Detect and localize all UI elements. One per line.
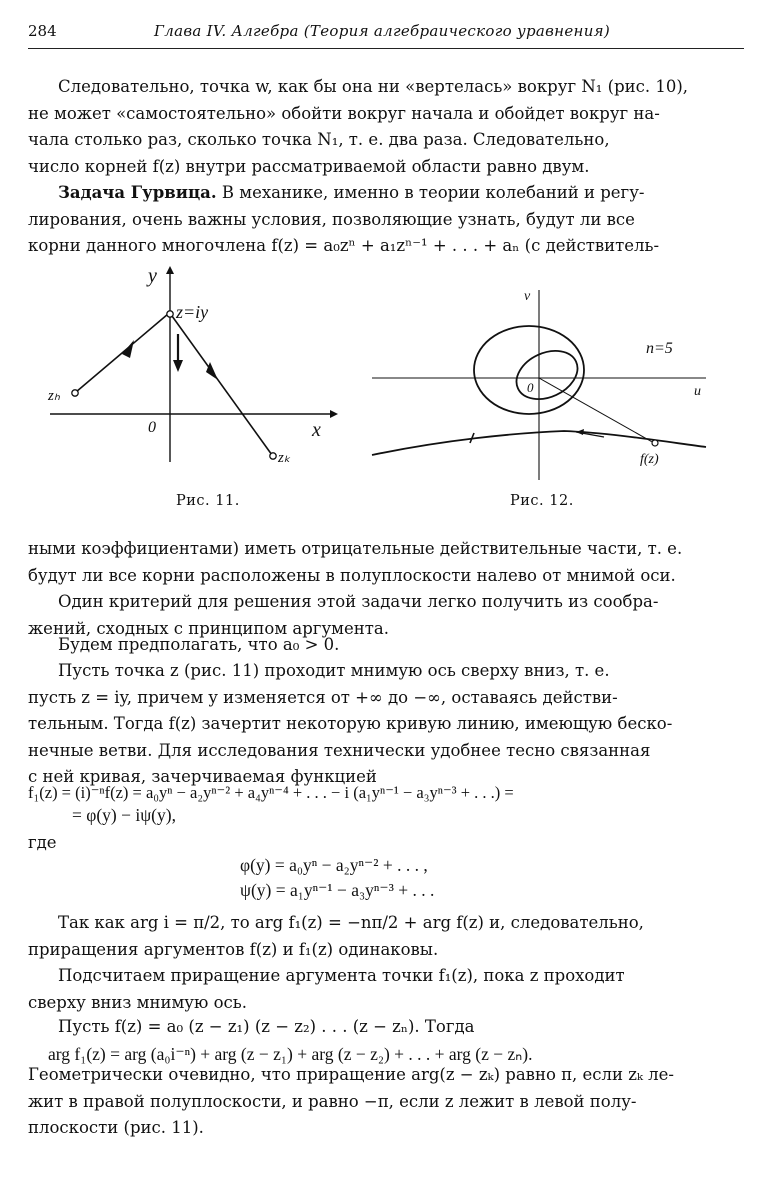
text-line: тельным. Тогда f(z) зачертит некоторую кривую линию, имеющую беско- [28,714,673,733]
zk-label: zₖ [278,450,291,466]
page-number: 284 [28,22,57,40]
text-line: чала столько раз, сколько точка N₁, т. е. два раза. Следовательно, [28,130,610,149]
point-iy-label: z=iy [176,302,209,322]
arg-paragraph [28,910,744,963]
text-line: с ней кривая, зачерчиваемая функцией [28,767,377,786]
u-axis-label: u [694,384,701,399]
formula-phi: φ(y) = a₀yⁿ − a₂yⁿ⁻² + . . . , [240,855,428,875]
count-paragraph [28,963,744,1016]
inner-loop [509,342,586,409]
text-line: Геометрически очевидно, что приращение arg(z − zₖ) равно π, если zₖ ле- [28,1065,674,1084]
text-line: пусть z = iy, причем y изменяется от +∞ до −∞, оставаясь действи- [28,687,618,707]
figure-12-caption: Рис. 12. [510,493,574,509]
fz-label: f(z) [640,452,659,467]
v-axis-label: v [524,289,531,304]
text-line: Один критерий для решения этой задачи легко получить из сообра- [58,592,659,611]
point-iy [167,311,173,317]
point-zk [270,453,276,459]
text-line: Пусть f(z) = a₀ (z − z₁) (z − z₂) . . . (z − zₙ). Тогда [58,1017,475,1036]
assume-paragraph [28,632,744,659]
segment-zh [76,314,168,392]
point-fz [652,440,658,446]
arrow-zh [122,340,134,358]
origin-label: 0 [148,419,156,436]
y-axis-label: y [148,265,157,287]
text-line [28,180,744,207]
formula-arg-sum: arg f₁(z) = arg (a₀i⁻ⁿ) + arg (z − z₁) + arg (z − z₂) + . . . + arg (z − zₙ). [48,1043,533,1064]
running-title: Глава IV. Алгебра (Теория алгебраического уравнения) [154,22,611,40]
text-line: Следовательно, точка w, как бы она ни «вертелась» вокруг N₁ (рис. 10), [58,77,689,96]
page-header [28,22,744,46]
figure-12 [364,285,714,485]
text-line: плоскости (рис. 11). [28,1118,204,1137]
motion-arrow-head [576,429,584,435]
x-axis-label: x [312,419,321,441]
text-line: приращения аргументов f(z) и f₁(z) одинаковы. [28,939,439,959]
formula-f1-line2: = φ(y) − iψ(y), [72,805,176,825]
text-line: корни данного многочлена f(z) = a₀zⁿ + a₁zⁿ⁻¹ + . . . + aₙ (с действитель- [28,236,660,255]
text-line: не может «самостоятельно» обойти вокруг начала и обойдет вокруг на- [28,103,660,123]
text-line: Будем предполагать, что a₀ > 0. [58,635,340,654]
where-word: где [28,833,57,852]
text-line: нечные ветви. Для исследования технически удобнее тесно связанная [28,740,651,760]
text-line: Подсчитаем приращение аргумента точки f₁(z), пока z проходит [58,966,625,985]
outer-loop [474,326,584,414]
formula-f1-line1: f₁(z) = (i)⁻ⁿf(z) = a₀yⁿ − a₂yⁿ⁻² + a₄yⁿ⁻⁴ + . . . − i (a₁yⁿ⁻¹ − a₃yⁿ⁻³ + . . .) = [28,783,514,802]
hurwitz-title: Задача Гурвица. [58,183,217,202]
x-axis-arrow [330,410,338,418]
geom-paragraph [28,1062,744,1142]
text-line: число корней f(z) внутри рассматриваемой области равно двум. [28,156,590,176]
text-line: сверху вниз мнимую ось. [28,992,248,1012]
zh-label: zₕ [48,388,60,404]
origin-label-12: 0 [527,380,534,395]
text-line: жений, сходных с принципом аргумента. [28,618,389,638]
hurwitz-paragraph [28,180,744,260]
text-line: будут ли все корни расположены в полуплоскости налево от мнимой оси. [28,565,676,585]
text-line: жит в правой полуплоскости, и равно −π, если z лежит в левой полу- [28,1091,637,1111]
y-axis-arrow [166,266,174,274]
factor-paragraph [28,1014,744,1067]
point-z-paragraph [28,658,744,791]
header-rule [28,48,744,49]
point-zh [72,390,78,396]
figure-11-caption: Рис. 11. [176,493,240,509]
n-label: n=5 [646,340,673,357]
text-line: Пусть точка z (рис. 11) проходит мнимую ось сверху вниз, т. е. [58,661,610,680]
down-arrow-head [173,360,183,372]
text-line: ными коэффициентами) иметь отрицательные действительные части, т. е. [28,539,683,558]
segment-zk [172,316,272,455]
figure-11 [40,262,340,472]
text-line: лирования, очень важны условия, позволяющие узнать, будут ли все [28,209,635,229]
top-paragraph [28,74,744,180]
after-figures-paragraph [28,536,744,589]
formula-psi: ψ(y) = a₁yⁿ⁻¹ − a₃yⁿ⁻³ + . . . [240,880,435,900]
text-span: В механике, именно в теории колебаний и регу- [221,183,645,202]
text-line: Так как arg i = π/2, то arg f₁(z) = −nπ/2 + arg f(z) и, следовательно, [58,913,644,932]
